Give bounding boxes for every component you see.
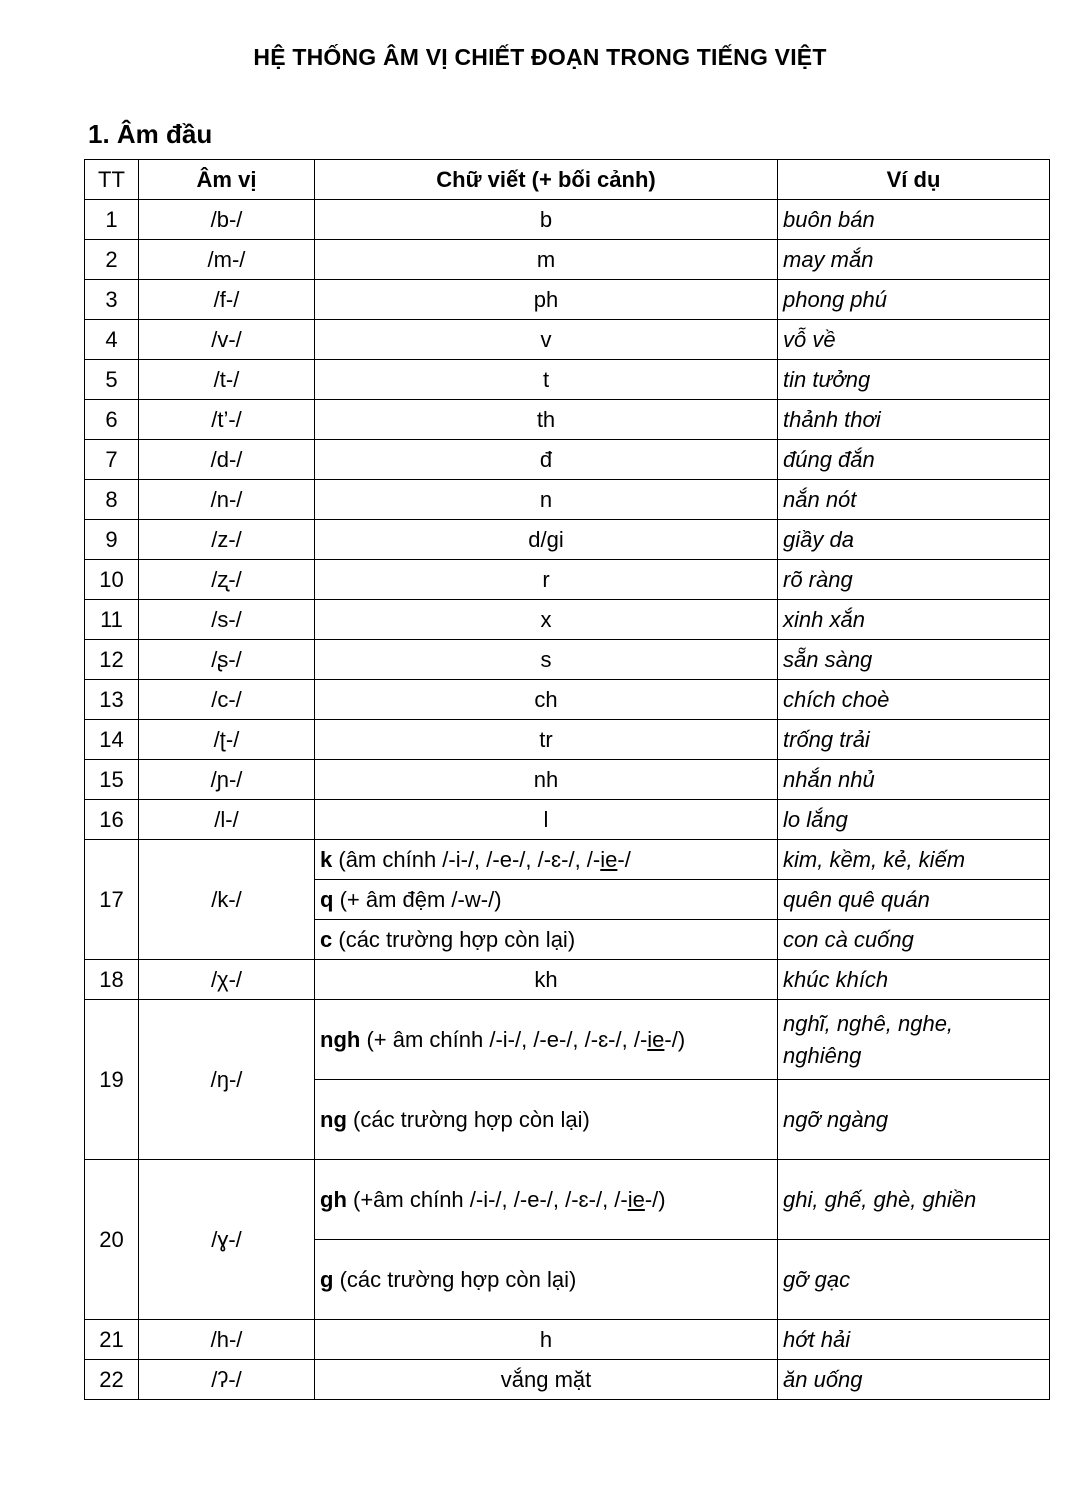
cell-example: trống trải — [778, 720, 1050, 760]
cell-phoneme: /ɲ-/ — [139, 760, 315, 800]
cell-tt: 19 — [85, 1000, 139, 1160]
example-line: nghiêng — [783, 1042, 862, 1068]
cell-tt: 8 — [85, 480, 139, 520]
spelling-context: -/ — [617, 846, 631, 872]
cell-tt: 9 — [85, 520, 139, 560]
cell-tt: 13 — [85, 680, 139, 720]
table-row — [85, 440, 1050, 480]
table-row — [85, 520, 1050, 560]
section-heading: 1. Âm đầu — [88, 119, 213, 149]
cell-spelling — [315, 1080, 778, 1160]
cell-example: buôn bán — [778, 200, 1050, 240]
table-row — [85, 320, 1050, 360]
cell-spelling: đ — [315, 440, 778, 480]
cell-phoneme: /b-/ — [139, 200, 315, 240]
cell-spelling: d/gi — [315, 520, 778, 560]
spelling-letter: k — [320, 846, 333, 872]
cell-example: ghi, ghế, ghè, ghiền — [778, 1160, 1050, 1240]
cell-example: hớt hải — [778, 1320, 1050, 1360]
spelling-letter: ng — [320, 1106, 347, 1132]
table-row — [85, 1160, 1050, 1240]
cell-spelling: ch — [315, 680, 778, 720]
cell-spelling: th — [315, 400, 778, 440]
table-row — [85, 1360, 1050, 1400]
cell-spelling: x — [315, 600, 778, 640]
table-header-row — [85, 160, 1050, 200]
header-example: Ví dụ — [778, 160, 1050, 200]
spelling-context: -/) — [644, 1186, 666, 1212]
initial-consonants-table — [84, 159, 1050, 1400]
cell-phoneme: /d-/ — [139, 440, 315, 480]
cell-example: lo lắng — [778, 800, 1050, 840]
header-tt: TT — [85, 160, 139, 200]
cell-spelling: nh — [315, 760, 778, 800]
cell-phoneme: /f-/ — [139, 280, 315, 320]
cell-phoneme: /t-/ — [139, 360, 315, 400]
cell-tt: 16 — [85, 800, 139, 840]
cell-tt: 1 — [85, 200, 139, 240]
spelling-context: (+ âm chính /-i-/, /-e-/, /-ɛ-/, /- — [360, 1026, 648, 1052]
spelling-context: (âm chính /-i-/, /-e-/, /-ɛ-/, /- — [332, 846, 601, 872]
header-spelling: Chữ viết (+ bối cảnh) — [315, 160, 778, 200]
cell-example: xinh xắn — [778, 600, 1050, 640]
cell-example: nắn nót — [778, 480, 1050, 520]
cell-example: đúng đắn — [778, 440, 1050, 480]
cell-tt: 15 — [85, 760, 139, 800]
spelling-letter: q — [320, 886, 334, 912]
cell-example: thảnh thơi — [778, 400, 1050, 440]
table-row — [85, 800, 1050, 840]
cell-spelling — [315, 1000, 778, 1080]
cell-example: chích choè — [778, 680, 1050, 720]
document-title: HỆ THỐNG ÂM VỊ CHIẾT ĐOẠN TRONG TIẾNG VIỆT — [253, 44, 827, 70]
cell-example: kim, kềm, kẻ, kiếm — [778, 840, 1050, 880]
spelling-context-underlined: ie — [627, 1186, 645, 1212]
cell-phoneme: /ŋ-/ — [139, 1000, 315, 1160]
spelling-letter: ngh — [320, 1026, 361, 1052]
cell-tt: 4 — [85, 320, 139, 360]
cell-spelling: s — [315, 640, 778, 680]
table-row — [85, 360, 1050, 400]
cell-phoneme: /v-/ — [139, 320, 315, 360]
table-row — [85, 640, 1050, 680]
cell-phoneme: /ʔ-/ — [139, 1360, 315, 1400]
cell-phoneme: /t’-/ — [139, 400, 315, 440]
spelling-letter: g — [320, 1266, 334, 1292]
spelling-context: (các trường hợp còn lại) — [333, 1266, 577, 1292]
example-line: nghĩ, nghê, nghe, — [783, 1010, 954, 1036]
cell-example — [778, 1000, 1050, 1080]
cell-tt: 18 — [85, 960, 139, 1000]
cell-tt: 3 — [85, 280, 139, 320]
table-row — [85, 1320, 1050, 1360]
table-row — [85, 280, 1050, 320]
cell-spelling: l — [315, 800, 778, 840]
cell-example: may mắn — [778, 240, 1050, 280]
cell-spelling: ph — [315, 280, 778, 320]
cell-spelling: vắng mặt — [315, 1360, 778, 1400]
cell-spelling: r — [315, 560, 778, 600]
spelling-letter: c — [320, 926, 333, 952]
cell-phoneme: /c-/ — [139, 680, 315, 720]
cell-tt: 17 — [85, 840, 139, 960]
cell-phoneme: /z-/ — [139, 520, 315, 560]
cell-spelling: t — [315, 360, 778, 400]
spelling-context-underlined: ie — [647, 1026, 665, 1052]
cell-example: gỡ gạc — [778, 1240, 1050, 1320]
cell-tt: 14 — [85, 720, 139, 760]
cell-tt: 22 — [85, 1360, 139, 1400]
spelling-context: (các trường hợp còn lại) — [332, 926, 576, 952]
cell-spelling — [315, 1160, 778, 1240]
cell-phoneme: /ɣ-/ — [139, 1160, 315, 1320]
table-row — [85, 240, 1050, 280]
cell-example: sẵn sàng — [778, 640, 1050, 680]
cell-phoneme: /ʂ-/ — [139, 640, 315, 680]
cell-tt: 7 — [85, 440, 139, 480]
cell-spelling: m — [315, 240, 778, 280]
cell-tt: 6 — [85, 400, 139, 440]
spelling-context-underlined: ie — [600, 846, 618, 872]
cell-tt: 5 — [85, 360, 139, 400]
table-row — [85, 760, 1050, 800]
cell-example: quên quê quán — [778, 880, 1050, 920]
cell-phoneme: /k-/ — [139, 840, 315, 960]
spelling-context: -/) — [664, 1026, 686, 1052]
cell-spelling: v — [315, 320, 778, 360]
spelling-letter: gh — [320, 1186, 347, 1212]
cell-tt: 2 — [85, 240, 139, 280]
table-row — [85, 200, 1050, 240]
cell-phoneme: /l-/ — [139, 800, 315, 840]
table-row — [85, 560, 1050, 600]
table-row — [85, 1000, 1050, 1080]
spelling-context: (+ âm đệm /-w-/) — [333, 886, 502, 912]
cell-phoneme: /ʐ-/ — [139, 560, 315, 600]
cell-spelling: h — [315, 1320, 778, 1360]
cell-tt: 11 — [85, 600, 139, 640]
cell-example: ngỡ ngàng — [778, 1080, 1050, 1160]
cell-phoneme: /n-/ — [139, 480, 315, 520]
cell-tt: 21 — [85, 1320, 139, 1360]
cell-spelling — [315, 840, 778, 880]
cell-spelling — [315, 1240, 778, 1320]
table-row — [85, 480, 1050, 520]
cell-tt: 10 — [85, 560, 139, 600]
table-row — [85, 600, 1050, 640]
table-row — [85, 960, 1050, 1000]
spelling-context: (+âm chính /-i-/, /-e-/, /-ɛ-/, /- — [346, 1186, 628, 1212]
cell-spelling: kh — [315, 960, 778, 1000]
cell-phoneme: /χ-/ — [139, 960, 315, 1000]
cell-phoneme: /m-/ — [139, 240, 315, 280]
cell-example: nhắn nhủ — [778, 760, 1050, 800]
cell-example: rõ ràng — [778, 560, 1050, 600]
cell-tt: 12 — [85, 640, 139, 680]
header-phoneme: Âm vị — [139, 160, 315, 200]
spelling-context: (các trường hợp còn lại) — [346, 1106, 590, 1132]
cell-example: tin tưởng — [778, 360, 1050, 400]
cell-example: vỗ về — [778, 320, 1050, 360]
table-row — [85, 720, 1050, 760]
cell-spelling: b — [315, 200, 778, 240]
cell-tt: 20 — [85, 1160, 139, 1320]
cell-phoneme: /h-/ — [139, 1320, 315, 1360]
table-row — [85, 680, 1050, 720]
cell-phoneme: /s-/ — [139, 600, 315, 640]
cell-example: phong phú — [778, 280, 1050, 320]
table-row — [85, 400, 1050, 440]
table-row — [85, 840, 1050, 880]
cell-example: khúc khích — [778, 960, 1050, 1000]
cell-example: ăn uống — [778, 1360, 1050, 1400]
cell-spelling — [315, 880, 778, 920]
cell-spelling: tr — [315, 720, 778, 760]
cell-spelling: n — [315, 480, 778, 520]
cell-example: con cà cuống — [778, 920, 1050, 960]
cell-spelling — [315, 920, 778, 960]
cell-phoneme: /ʈ-/ — [139, 720, 315, 760]
cell-example: giầy da — [778, 520, 1050, 560]
